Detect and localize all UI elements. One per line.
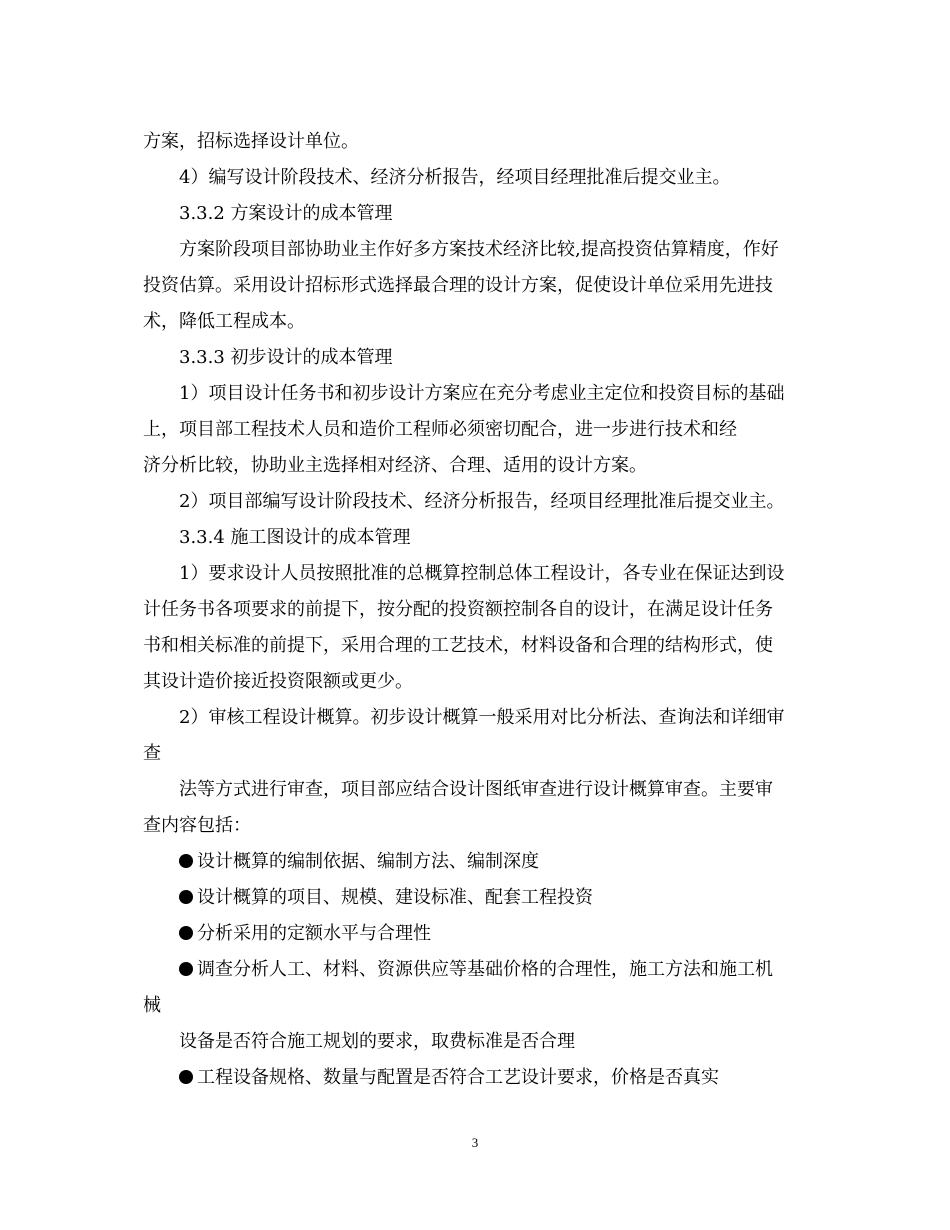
text-line: 济分析比较，协助业主选择相对经济、合理、适用的设计方案。: [143, 455, 647, 476]
section-heading: 3.3.4 施工图设计的成本管理: [179, 527, 411, 548]
bullet-icon: [179, 926, 193, 940]
text-line: 术，降低工程成本。: [143, 311, 305, 332]
text-line: 1）项目设计任务书和初步设计方案应在充分考虑业主定位和投资目标的基础: [179, 383, 785, 404]
bullet-item: [143, 844, 808, 880]
text-line: 上，项目部工程技术人员和造价工程师必须密切配合，进一步进行技术和经: [143, 419, 737, 440]
bullet-icon: [179, 1070, 193, 1084]
bullet-item: [143, 1060, 808, 1096]
text-line: 方案阶段项目部协助业主作好多方案技术经济比较,提高投资估算精度，作好: [179, 239, 779, 260]
bullet-item: [143, 880, 808, 916]
text-line: 2）审核工程设计概算。初步设计概算一般采用对比分析法、查询法和详细审: [179, 707, 785, 728]
text-line: 设备是否符合施工规划的要求，取费标准是否合理: [179, 1031, 575, 1052]
bullet-text: 调查分析人工、材料、资源供应等基础价格的合理性，施工方法和施工机: [197, 959, 773, 980]
text-line: 方案，招标选择设计单位。: [143, 131, 359, 152]
section-heading: 3.3.3 初步设计的成本管理: [179, 347, 393, 368]
bullet-item: [143, 916, 808, 952]
text-line: 查: [143, 743, 161, 764]
bullet-text: 分析采用的定额水平与合理性: [197, 923, 431, 944]
text-line: 1）要求设计人员按照批准的总概算控制总体工程设计，各专业在保证达到设: [179, 563, 785, 584]
text-line: 书和相关标准的前提下，采用合理的工艺技术，材料设备和合理的结构形式，使: [143, 635, 773, 656]
section-heading: 3.3.2 方案设计的成本管理: [179, 203, 393, 224]
page-number: 3: [471, 1135, 479, 1150]
text-line: 械: [143, 995, 161, 1016]
text-line: 2）项目部编写设计阶段技术、经济分析报告，经项目经理批准后提交业主。: [179, 491, 785, 512]
bullet-text: 设计概算的项目、规模、建设标准、配套工程投资: [197, 887, 593, 908]
text-line: 4）编写设计阶段技术、经济分析报告，经项目经理批准后提交业主。: [179, 167, 731, 188]
text-line: 投资估算。采用设计招标形式选择最合理的设计方案，促使设计单位采用先进技: [143, 275, 773, 296]
bullet-item: [143, 952, 808, 988]
text-line: 计任务书各项要求的前提下，按分配的投资额控制各自的设计，在满足设计任务: [143, 599, 773, 620]
text-line: 法等方式进行审查，项目部应结合设计图纸审查进行设计概算审查。主要审: [179, 779, 773, 800]
bullet-text: 设计概算的编制依据、编制方法、编制深度: [197, 851, 539, 872]
bullet-icon: [179, 962, 193, 976]
bullet-icon: [179, 890, 193, 904]
text-line: 其设计造价接近投资限额或更少。: [143, 671, 413, 692]
document-body: [143, 124, 808, 1096]
text-line: 查内容包括：: [143, 815, 251, 836]
bullet-icon: [179, 854, 193, 868]
bullet-text: 工程设备规格、数量与配置是否符合工艺设计要求，价格是否真实: [197, 1067, 719, 1088]
